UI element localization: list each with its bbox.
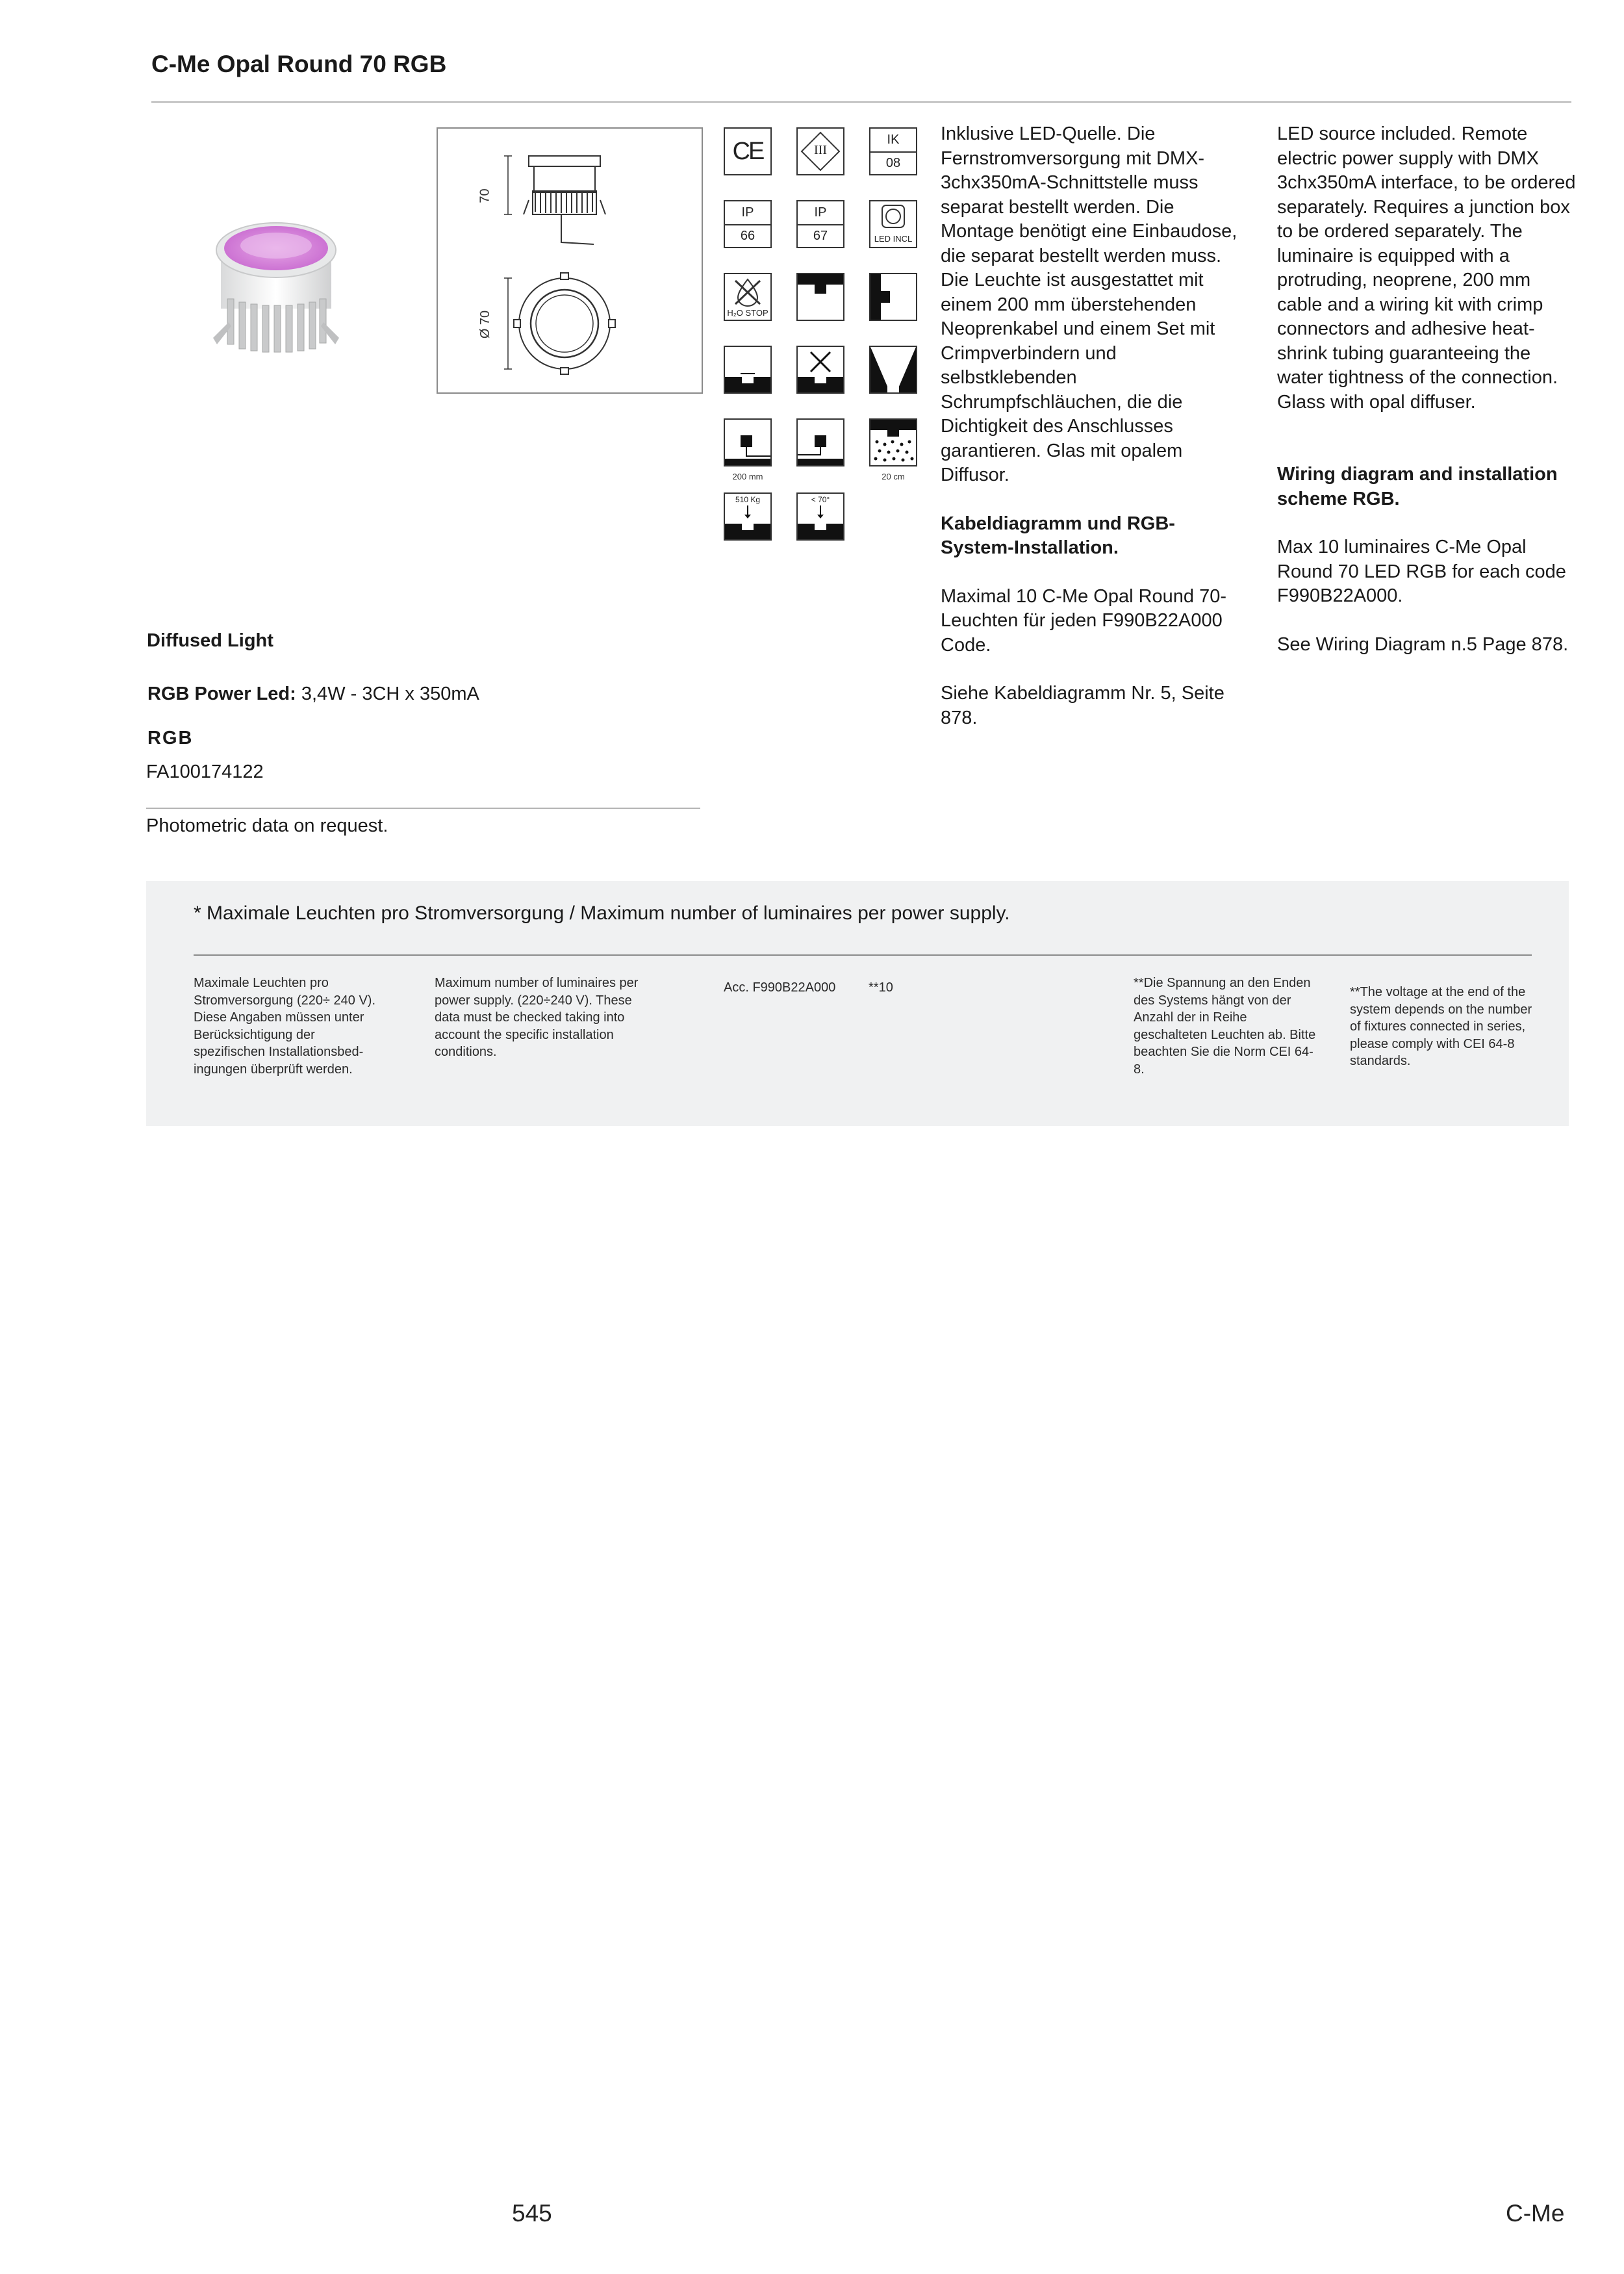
ip67-icon: IP 67 — [796, 200, 844, 248]
max-luminaires-en: Max 10 luminaires C-Me Opal Round 70 LED RGB for each code F990B22A000. — [1277, 537, 1566, 606]
ip66-icon: IP 66 — [724, 200, 772, 248]
load-resistance-icon: 510 Kg — [724, 492, 772, 541]
panel-divider — [194, 954, 1532, 956]
wall-mount-icon — [869, 273, 917, 321]
page-title: C-Me Opal Round 70 RGB — [151, 51, 447, 77]
voltage-note-en: **The voltage at the end of the system depends on the number of fixtures connected in series, please comply with CEI 64-8 standards. — [1350, 985, 1532, 1069]
wiring-heading-de: Kabeldiagramm und RGB-System-Installation. — [941, 513, 1175, 558]
h2o-stop-icon: H₂O STOP — [724, 273, 772, 321]
burial-depth-label: 20 cm — [882, 472, 905, 481]
ik08-icon: IK 08 — [869, 127, 917, 175]
tilt-angle-icon: < 70° — [796, 492, 844, 541]
no-drive-over-icon — [796, 346, 844, 394]
walk-over-icon — [796, 273, 844, 321]
diameter-dimension: Ø 70 — [478, 310, 493, 339]
accessory-code: Acc. F990B22A000 — [724, 980, 836, 995]
panel-note-de: Maximale Leuchten pro Stromversorgung (220÷ 240 V). Diese Angaben müssen unter Berücksichtigung der spezifischen Installationsbed-ingungen überprüft werden. — [194, 976, 375, 1077]
cable-length-icon — [724, 418, 772, 466]
light-beam-icon — [869, 346, 917, 394]
description-de-paragraph: Inklusive LED-Quelle. Die Fernstromversorgung mit DMX-3chx350mA-Schnittstelle muss separat bestellt werden. Die Montage benötigt eine Einbaudose, die separat bestellt werden muss. Die Leuchte ist ausgestattet mit einem 200 mm überstehenden Neoprenkabel und einem Set mit Crimpverbindern und selbstklebenden Schrumpfschläuchen, die die Dichtigkeit des Anschlusses garantieren. Glas mit opalem Diffusor. — [941, 123, 1237, 485]
panel-title: * Maximale Leuchten pro Stromversorgung / Maximum number of luminaires per power supply. — [194, 902, 1010, 924]
cable-length-label: 200 mm — [732, 472, 763, 481]
light-type: Diffused Light — [147, 630, 273, 651]
description-english — [1277, 122, 1576, 681]
cable-exit-icon — [796, 418, 844, 466]
photometric-note: Photometric data on request. — [146, 815, 388, 836]
description-german — [941, 122, 1246, 754]
power-spec — [147, 683, 479, 705]
class-iii-icon: III — [796, 127, 844, 175]
voltage-note-de: **Die Spannung an den Enden des Systems hängt von der Anzahl der in Reihe geschalteten Leuchten ab. Bitte beachten Sie die Norm CEI 64-8. — [1134, 976, 1316, 1077]
features-divider — [146, 808, 700, 809]
wiring-heading-en: Wiring diagram and installation scheme RGB. — [1277, 464, 1558, 509]
power-value: 3,4W - 3CH x 350mA — [301, 683, 479, 704]
variant-label: RGB — [147, 728, 194, 748]
title-divider — [151, 101, 1571, 103]
footer-brand: C-Me — [1506, 2200, 1565, 2227]
panel-note-en: Maximum number of luminaires per power supply. (220÷240 V). These data must be checked taking into account the specific installation conditions. — [435, 976, 639, 1060]
technical-drawing — [437, 127, 703, 394]
product-code: FA100174122 — [146, 761, 264, 782]
power-label: RGB Power Led: — [147, 683, 296, 704]
accessory-max-value: **10 — [869, 980, 893, 995]
description-en-paragraph: LED source included. Remote electric power supply with DMX 3chx350mA interface, to be ordered separately. Requires a junction box to be ordered separately. The luminaire is equipped with a protruding, neoprene, 200 mm cable and a wiring kit with crimp connectors and adhesive heat-shrink tubing guaranteeing the water tightness of the connection. Glass with opal diffuser. — [1277, 123, 1576, 413]
page-number: 545 — [512, 2200, 552, 2227]
see-diagram-en: See Wiring Diagram n.5 Page 878. — [1277, 633, 1569, 655]
burial-depth-icon — [869, 418, 917, 466]
product-image — [208, 188, 344, 364]
height-dimension: 70 — [477, 188, 492, 203]
max-luminaires-de: Maximal 10 C-Me Opal Round 70-Leuchten für jeden F990B22A000 Code. — [941, 585, 1227, 656]
see-diagram-de: Siehe Kabeldiagramm Nr. 5, Seite 878. — [941, 683, 1224, 728]
ce-mark-icon: CE — [724, 127, 772, 175]
led-included-icon: LED INCL — [869, 200, 917, 248]
ground-recessed-icon — [724, 346, 772, 394]
